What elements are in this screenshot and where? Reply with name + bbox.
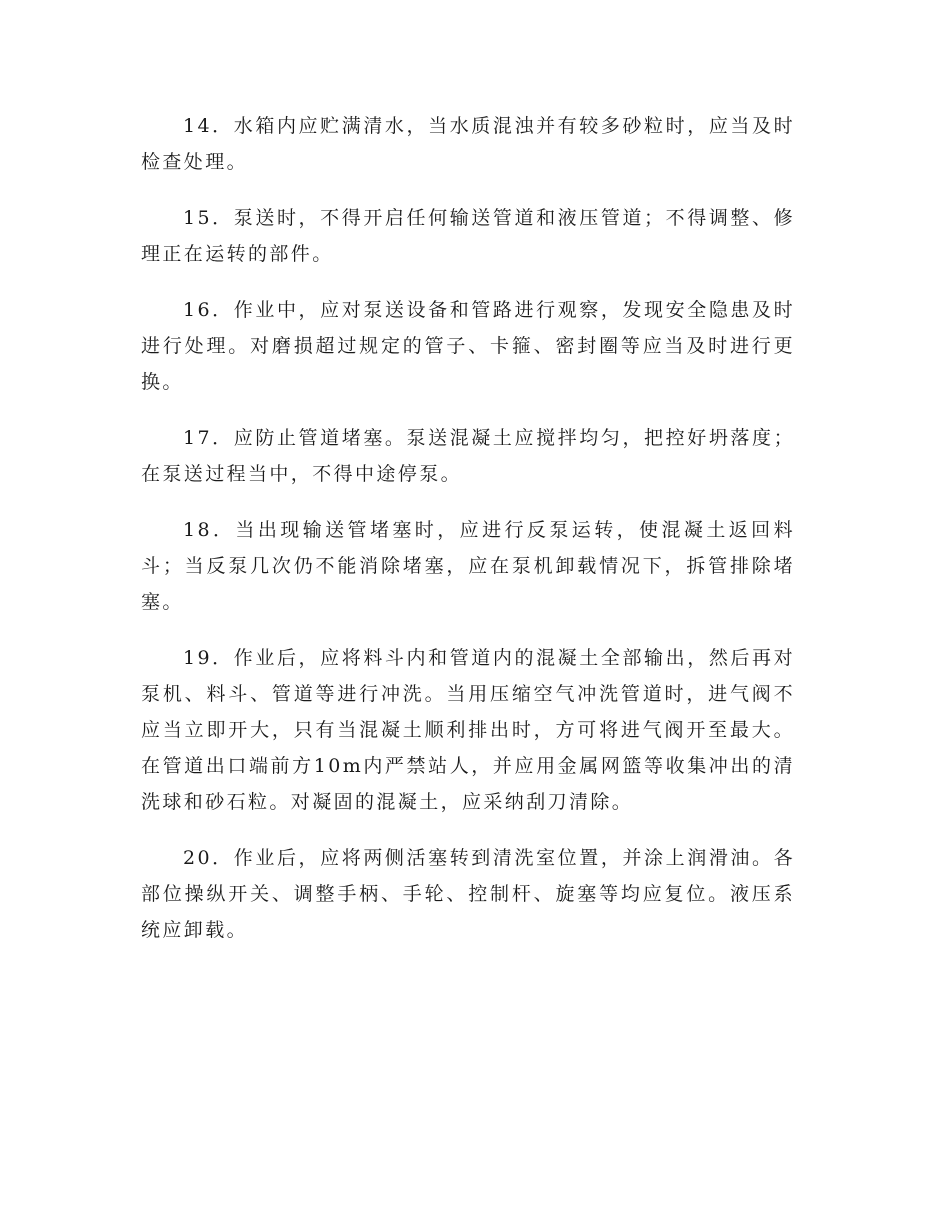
paragraph-17: 17．应防止管道堵塞。泵送混凝土应搅拌均匀，把控好坍落度；在泵送过程当中，不得中途停泵。 [141, 427, 795, 485]
paragraph-16: 16．作业中，应对泵送设备和管路进行观察，发现安全隐患及时进行处理。对磨损超过规定的管子、卡箍、密封圈等应当及时进行更换。 [141, 299, 795, 393]
paragraph-20: 20．作业后，应将两侧活塞转到清洗室位置，并涂上润滑油。各部位操纵开关、调整手柄、手轮、控制杆、旋塞等均应复位。液压系统应卸载。 [141, 847, 795, 941]
document-page [141, 108, 795, 968]
paragraph-19: 19．作业后，应将料斗内和管道内的混凝土全部输出，然后再对泵机、料斗、管道等进行冲洗。当用压缩空气冲洗管道时，进气阀不应当立即开大，只有当混凝土顺利排出时，方可将进气阀开至最大。在管道出口端前方10m内严禁站人，并应用金属网篮等收集冲出的清洗球和砂石粒。对凝固的混凝土，应采纳刮刀清除。 [141, 647, 795, 813]
paragraph-18: 18．当出现输送管堵塞时，应进行反泵运转，使混凝土返回料斗；当反泵几次仍不能消除堵塞，应在泵机卸载情况下，拆管排除堵塞。 [141, 519, 795, 613]
paragraph-14: 14．水箱内应贮满清水，当水质混浊并有较多砂粒时，应当及时检查处理。 [141, 115, 795, 173]
paragraph-15: 15．泵送时，不得开启任何输送管道和液压管道；不得调整、修理正在运转的部件。 [141, 207, 795, 265]
